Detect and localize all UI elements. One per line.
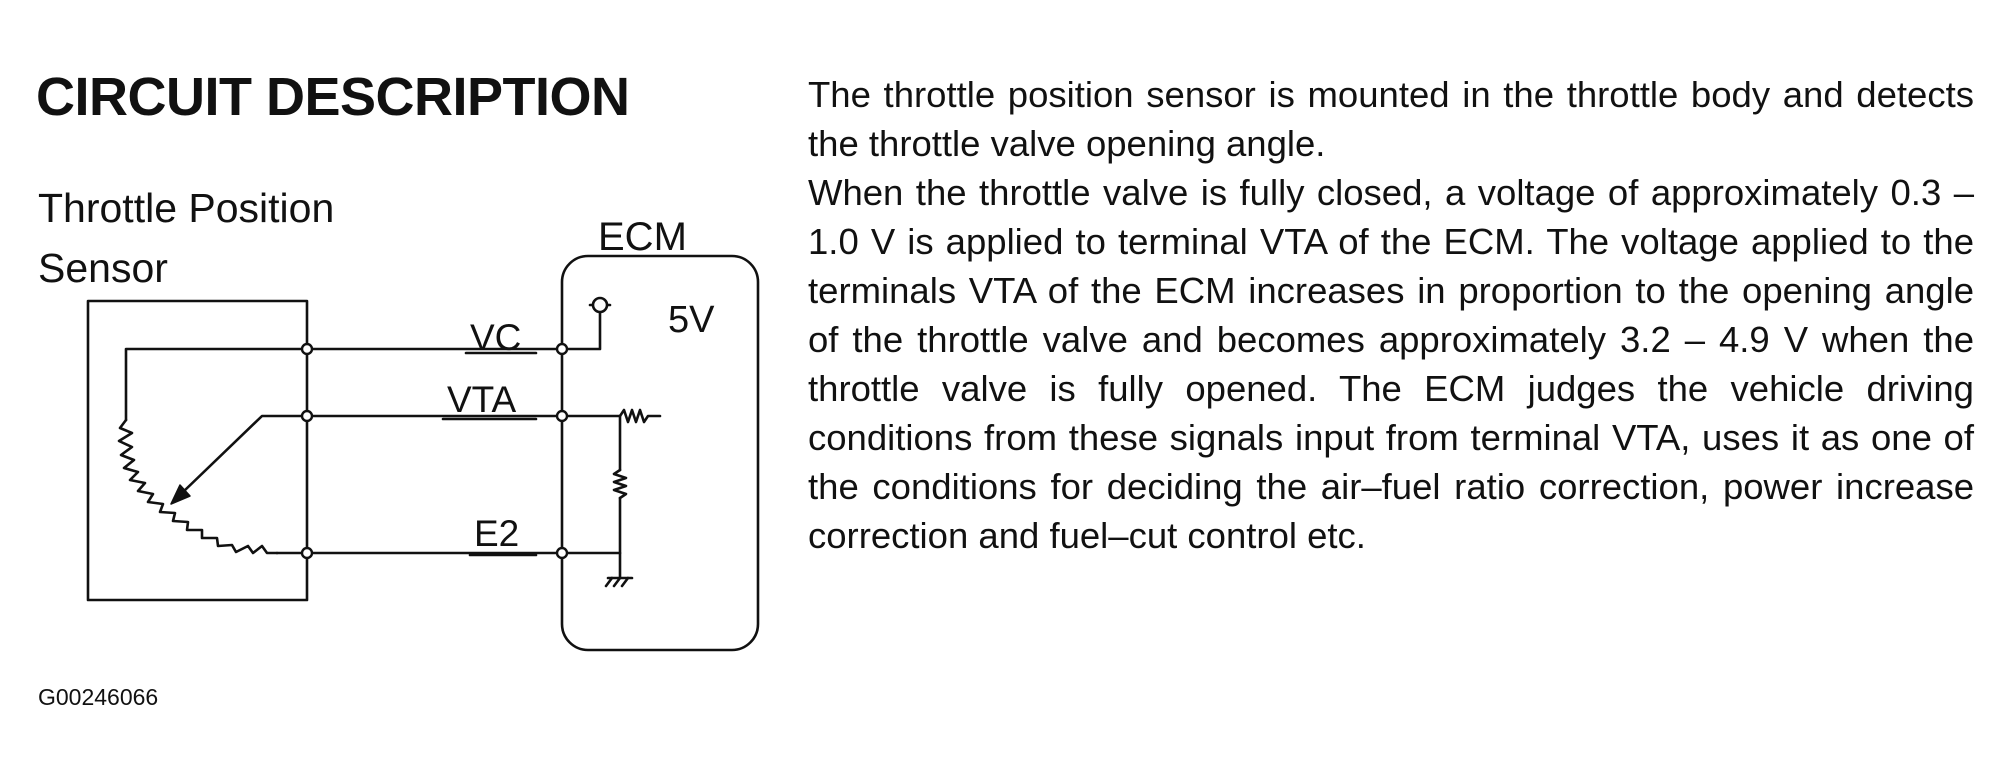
figure-code: G00246066	[38, 684, 159, 710]
wiper-arm	[183, 416, 307, 492]
description-paragraph-1: The throttle position sensor is mounted in the throttle body and detects the throttle valve opening angle.	[808, 74, 1974, 164]
terminal-label-e2: E2	[474, 513, 520, 554]
terminal-label-vc: VC	[470, 317, 522, 358]
junction-e2-sensor	[302, 548, 312, 558]
supply-voltage-label: 5V	[668, 299, 715, 341]
sensor-housing	[88, 301, 307, 600]
divider-resistor	[614, 470, 626, 498]
circuit-diagram	[0, 0, 780, 680]
ecm-label: ECM	[598, 215, 687, 259]
vta-pullup-resistor	[620, 410, 660, 422]
potentiometer-resistor	[119, 420, 277, 553]
junction-e2-ecm	[557, 548, 567, 558]
vc-internal-wire	[126, 349, 307, 420]
terminal-label-vta: VTA	[447, 379, 517, 420]
junction-vta-ecm	[557, 411, 567, 421]
circuit-description-text	[808, 70, 1974, 560]
page-title: CIRCUIT DESCRIPTION	[36, 67, 630, 127]
sensor-label-line2: Sensor	[38, 245, 168, 291]
sensor-label-line1: Throttle Position	[38, 185, 335, 231]
junction-vc-sensor	[302, 344, 312, 354]
vc-supply-wire	[562, 305, 600, 349]
junction-vc-ecm	[557, 344, 567, 354]
ecm-box	[562, 256, 758, 650]
junction-vta-sensor	[302, 411, 312, 421]
description-paragraph-2: When the throttle valve is fully closed, a voltage of approximately 0.3 – 1.0 V is applied to terminal VTA of the ECM. The voltage applied to the terminals VTA of the ECM increases in proportion to the opening angle of the throttle valve and becomes approximately 3.2 – 4.9 V when the throttle valve is fully opened. The ECM judges the vehicle driving conditions from these signals input from terminal VTA, uses it as one of the conditions for deciding the air–fuel ratio correction, power increase correction and fuel–cut control etc.	[808, 172, 1974, 556]
supply-terminal-icon	[593, 298, 607, 312]
